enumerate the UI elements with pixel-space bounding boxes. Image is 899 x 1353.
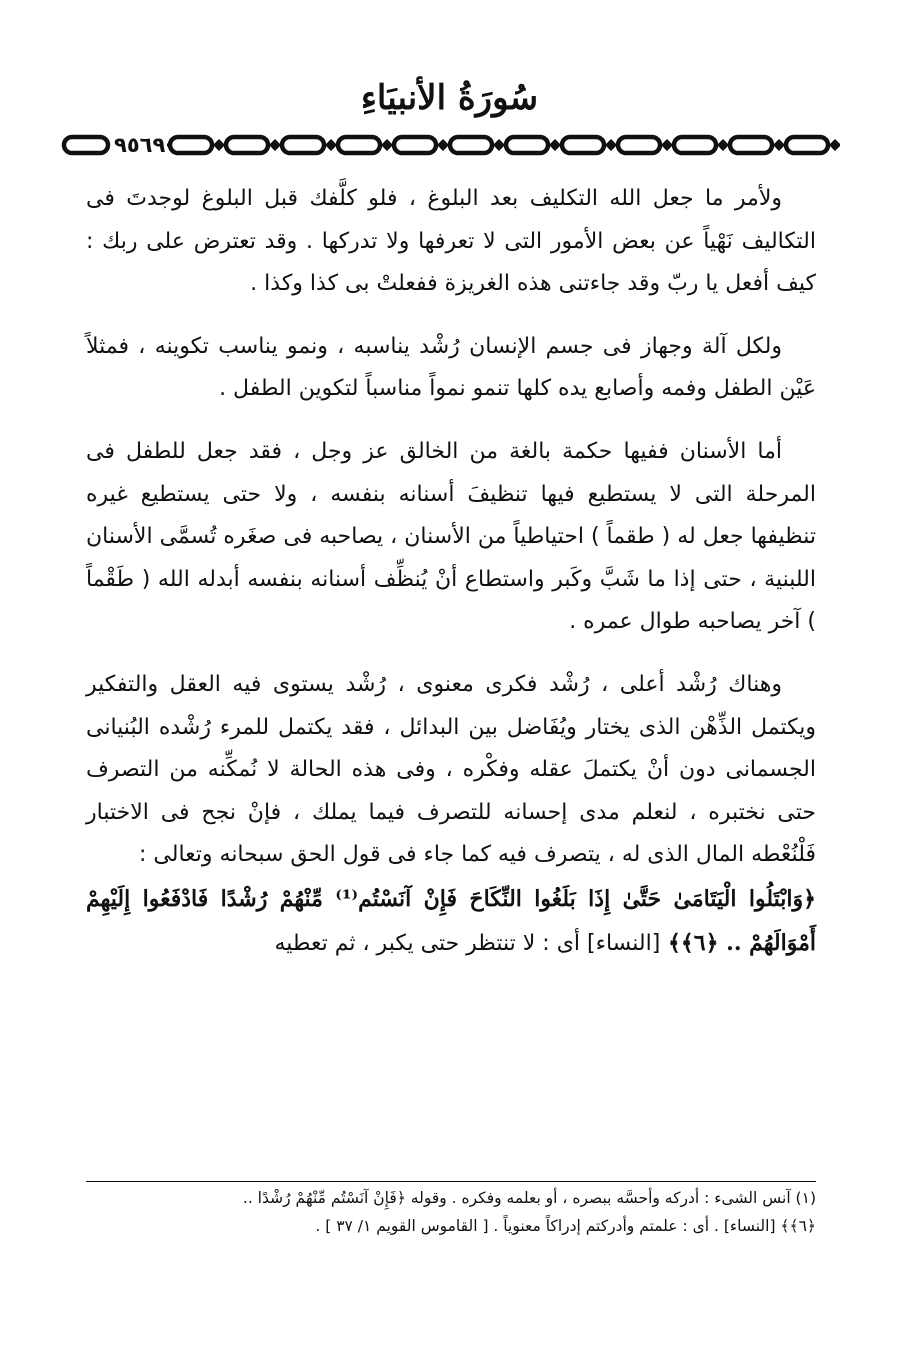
ornament-capsule xyxy=(450,137,492,153)
ornament-capsule xyxy=(170,137,212,153)
ornament-capsule xyxy=(282,137,324,153)
main-text xyxy=(86,178,816,966)
paragraph-1: ولأمر ما جعل الله التكليف بعد البلوغ ، فلو كلَّفك قبل البلوغ لوجدتَ فى التكاليف نَهْياً عن بعض الأمور التى لا تعرفها ولا تدركها . وقد تعترض على ربك : كيف أفعل يا ربّ وقد جاءتنى هذه الغريزة ففعلتْ بى كذا وكذا . xyxy=(86,186,816,297)
ornament-capsule xyxy=(562,137,604,153)
page-header xyxy=(0,0,899,165)
ornament-diamond xyxy=(213,139,225,151)
ornament-diamond xyxy=(325,139,337,151)
surah-title: سُورَةُ الأنبيَاءِ xyxy=(360,78,539,118)
verse-text: ﴿وَابْتَلُوا الْيَتَامَىٰ حَتَّىٰ إِذَا بَلَغُوا النِّكَاحَ فَإِنْ آنَسْتُم⁽¹⁾ مِّنْهُمْ رُشْدًا فَادْفَعُوا إِلَيْهِمْ أَمْوَالَهُمْ .. ﴿٦﴾﴾ xyxy=(86,885,816,956)
paragraph-2: ولكل آلة وجهاز فى جسم الإنسان رُشْد يناسبه ، ونمو يناسب تكوينه ، فمثلاً عَيْن الطفل وفمه وأصابع يده كلها تنمو نمواً مناسباً لتكوين الطفل . xyxy=(86,333,816,402)
ornament-capsule xyxy=(674,137,716,153)
ornament-capsule xyxy=(64,137,108,153)
ornament-diamond xyxy=(493,139,505,151)
footnote-line-2: ﴿٦﴾﴾ [النساء] . أى : علمتم وأدركتم إدراكاً معنوياً . [ القاموس القويم ١/ ٣٧ ] . xyxy=(315,1217,816,1235)
ornament-capsule xyxy=(226,137,268,153)
footnote xyxy=(86,1184,816,1240)
verse-continuation: [النساء] أى : لا تنتظر حتى يكبر ، ثم تعطيه xyxy=(274,930,661,956)
ornamental-border xyxy=(60,128,840,162)
ornament-diamond xyxy=(661,139,673,151)
footnote-separator xyxy=(86,1181,816,1182)
ornament-capsule xyxy=(506,137,548,153)
ornament-diamond xyxy=(549,139,561,151)
quran-verse xyxy=(86,877,816,966)
page-number: ٩٥٦٩ xyxy=(112,128,167,162)
ornament-diamond xyxy=(269,139,281,151)
ornament-capsule xyxy=(786,137,828,153)
ornament-diamond xyxy=(437,139,449,151)
ornament-capsule xyxy=(338,137,380,153)
ornament-diamond xyxy=(381,139,393,151)
ornament-diamond xyxy=(605,139,617,151)
ornament-capsule xyxy=(730,137,772,153)
paragraph-3: أما الأسنان ففيها حكمة بالغة من الخالق عز وجل ، فقد جعل للطفل فى المرحلة التى لا يستطيع فيها تنظيفَ أسنانه بنفسه ، ولا حتى يستطيع غيره تنظيفها جعل له ( طقماً ) احتياطياً من الأسنان ، يصاحبه فى صغَره تُسمَّى الأسنان اللبنية ، حتى إذا ما شَبَّ وكَبر واستطاع أنْ يُنظِّف أسنانه بنفسه أبدله الله ( طَقْماً ) آخر يصاحبه طوال عمره . xyxy=(86,438,816,635)
footnote-line-1: (١) آنس الشىء : أدركه وأحسَّه ببصره ، أو بعلمه وفكره . وقوله ﴿فَإِنْ آنَسْتُم مِّنْهُمْ رُشْدًا .. xyxy=(242,1189,816,1207)
paragraph-4: وهناك رُشْد أعلى ، رُشْد فكرى معنوى ، رُشْد يستوى فيه العقل والتفكير ويكتمل الذِّهْن الذى يختار ويُفَاضل بين البدائل ، فقد يكتمل للمرء رُشْده البُنيانى الجسمانى دون أنْ يكتملَ عقله وفكْره ، وفى هذه الحالة لا نُمكِّنه من التصرف حتى نختبره ، لنعلم مدى إحسانه للتصرف فيما يملك ، فإنْ نجح فى الاختبار فَلْنُعْطه المال الذى له ، يتصرف فيه كما جاء فى قول الحق سبحانه وتعالى : xyxy=(86,671,816,868)
ornament-diamond xyxy=(829,139,840,151)
ornament-diamond xyxy=(773,139,785,151)
ornament-capsule xyxy=(394,137,436,153)
ornament-capsule xyxy=(618,137,660,153)
ornament-diamond xyxy=(717,139,729,151)
